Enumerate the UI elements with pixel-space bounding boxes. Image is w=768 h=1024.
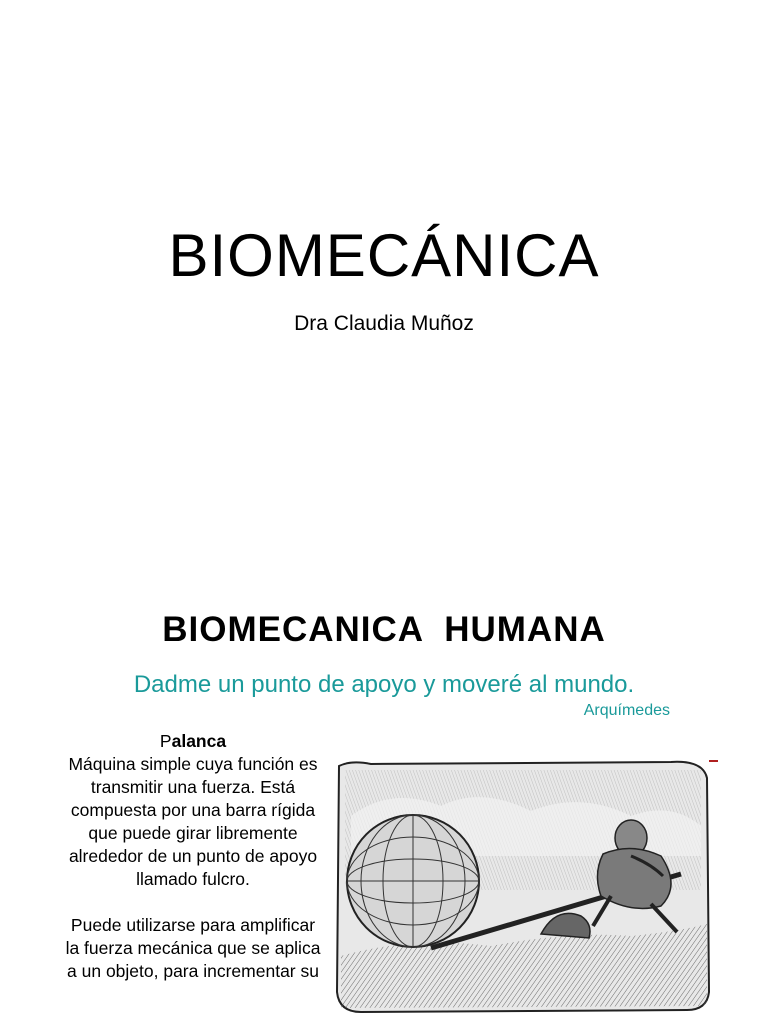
term-first-letter: P — [159, 731, 172, 751]
term-rest: alanca — [171, 731, 227, 751]
section-title: BIOMECANICA HUMANA — [162, 610, 606, 649]
lever-paragraph-2 — [64, 914, 322, 983]
globe — [347, 815, 479, 947]
archimedes-lever-engraving — [331, 756, 715, 1016]
engraving-svg — [331, 756, 715, 1016]
quote-author: Arquímedes — [583, 702, 670, 719]
term-heading — [160, 731, 226, 751]
quote-text: Dadme un punto de apoyo y moveré al mundo. — [133, 671, 635, 698]
lever-description — [64, 730, 322, 983]
paragraph-2-text: Puede utilizarse para amplificar la fuerza mecánica que se aplica a un objeto, para incrementar su — [65, 915, 321, 981]
paragraph-1-text: Máquina simple cuya función es transmitir una fuerza. Está compuesta por una barra rígida que puede girar libremente alrededor de un punto de apoyo llamado fulcro. — [68, 754, 318, 889]
lever-paragraph-1 — [64, 730, 322, 891]
slide-title: BIOMECÁNICA — [168, 222, 600, 289]
slide-subtitle: Dra Claudia Muñoz — [294, 312, 474, 335]
